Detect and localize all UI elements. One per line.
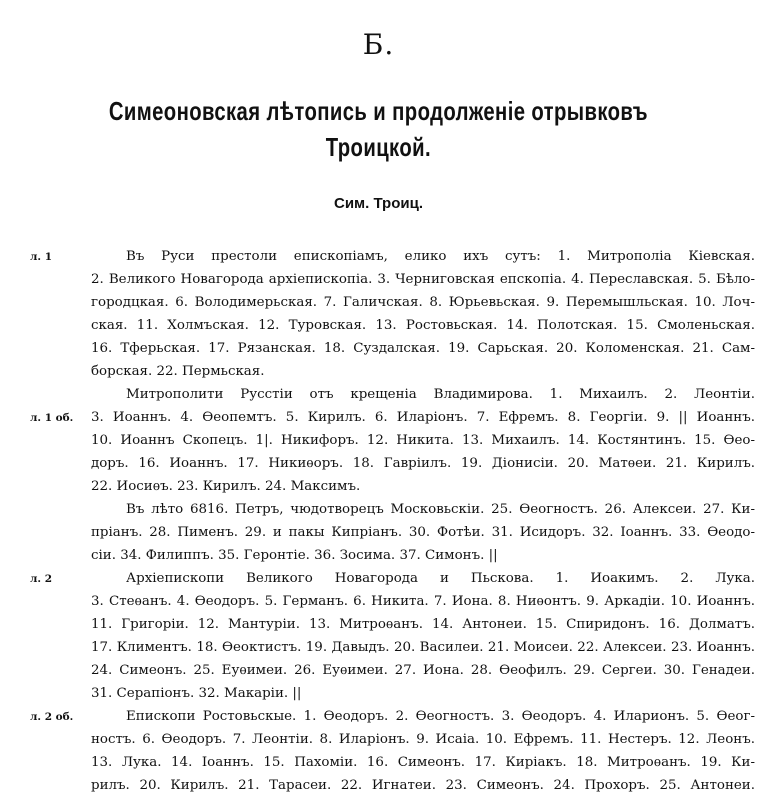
text-line: 10. Иоаннъ Скопецъ. 1|. Никифоръ. 12. Никита. 13. Михаилъ. 14. Костянтинъ. 15. Ѳео- [91,433,755,448]
column-subheading: Сим. Троиц. [333,195,423,212]
text-line: 16. Тферьская. 17. Рязанская. 18. Суздалская. 19. Сарьская. 20. Коломенская. 21. Сам- [91,341,755,356]
chapter-title-line-1: Симеоновская лѣтопись и продолженіе отрывковъ [108,96,648,126]
chapter-title-line-2: Троицкой. [325,132,431,162]
text-line: 17. Климентъ. 18. Ѳеоктистъ. 19. Давыдъ. 20. Василеи. 21. Моисеи. 22. Алексеи. 23. Иоаннъ. [91,640,755,655]
text-line: 3. Иоаннъ. 4. Ѳеопемтъ. 5. Кирилъ. 6. Иларiонъ. 7. Ефремъ. 8. Георгiи. 9. || Иоаннъ. [91,410,755,425]
text-line: сiи. 34. Филиппъ. 35. Геронтiе. 36. Зосима. 37. Симонъ. || [91,548,498,563]
text-line: борская. 22. Пермьская. [91,364,265,379]
text-line: 13. Лука. 14. Iоаннъ. 15. Пахомiи. 16. Симеонъ. 17. Кирiакъ. 18. Митроѳанъ. 19. Ки- [91,755,755,770]
text-line: 31. Серапiонъ. 32. Макарiи. || [91,686,302,701]
text-line: Епископи Ростовьскые. 1. Ѳеодоръ. 2. Ѳеогностъ. 3. Ѳеодоръ. 4. Иларионъ. 5. Ѳеог- [126,709,755,724]
margin-note-folio: л. 2 [30,573,53,585]
text-line: Въ лѣто 6816. Петръ, чюдотворецъ Московьскiи. 25. Ѳеогностъ. 26. Алексеи. 27. Ки- [126,502,755,517]
text-line: рилъ. 20. Кирилъ. 21. Тарасеи. 22. Игнатеи. 23. Симеонъ. 24. Прохоръ. 25. Антонеи. [91,778,755,793]
text-line: Архiепископи Великого Новагорода и Пьскова. 1. Иоакимъ. 2. Лука. [126,571,755,586]
text-line: ностъ. 6. Ѳеодоръ. 7. Леонтiи. 8. Иларiонъ. 9. Исаiа. 10. Ефремъ. 11. Нестеръ. 12. Леонъ. [91,732,755,747]
text-line: 22. Иосиѳъ. 23. Кирилъ. 24. Максимъ. [91,479,361,494]
margin-note-folio: л. 1 [30,251,53,263]
text-line: городцкая. 6. Володимерьская. 7. Галичская. 8. Юрьевьская. 9. Перемышльская. 10. Лоч- [91,295,755,310]
text-line: ская. 11. Холмъская. 12. Туровская. 13. Ростовьская. 14. Полотская. 15. Смоленьская. [91,318,755,333]
text-line: 24. Симеонъ. 25. Еуѳимеи. 26. Еуѳимеи. 27. Иона. 28. Ѳеофилъ. 29. Сергеи. 30. Генадеи. [91,663,755,678]
section-letter: Б. [362,28,395,61]
margin-note-folio: л. 2 об. [30,711,74,723]
text-line: прiанъ. 28. Пименъ. 29. и пакы Кипрiанъ. 30. Фотѣи. 31. Исидоръ. 32. Iоаннъ. 33. Ѳеодо- [91,525,755,540]
text-line: доръ. 16. Иоаннъ. 17. Никиѳоръ. 18. Гаврiилъ. 19. Дiонисiи. 20. Матѳеи. 21. Кирилъ. [91,456,755,471]
text-line: 11. Григорiи. 12. Мантурiи. 13. Митроѳанъ. 14. Антонеи. 15. Спиридонъ. 16. Долматъ. [91,617,755,632]
text-line: 3. Стеѳанъ. 4. Ѳеодоръ. 5. Германъ. 6. Никита. 7. Иона. 8. Ниѳонтъ. 9. Аркадiи. 10. Иоаннъ. [91,594,755,609]
text-line: Въ Руси престоли епископiамъ, елико ихъ сутъ: 1. Митрополiа Кiевская. [126,249,755,264]
text-line: 2. Великого Новагорода архiепископiа. 3. Черниговская епскопiа. 4. Переславская. 5. Бѣло- [91,272,755,287]
text-line: Митрополити Русстiи отъ крещенiа Владимирова. 1. Михаилъ. 2. Леонтiи. [126,387,755,402]
margin-note-folio: л. 1 об. [30,412,74,424]
